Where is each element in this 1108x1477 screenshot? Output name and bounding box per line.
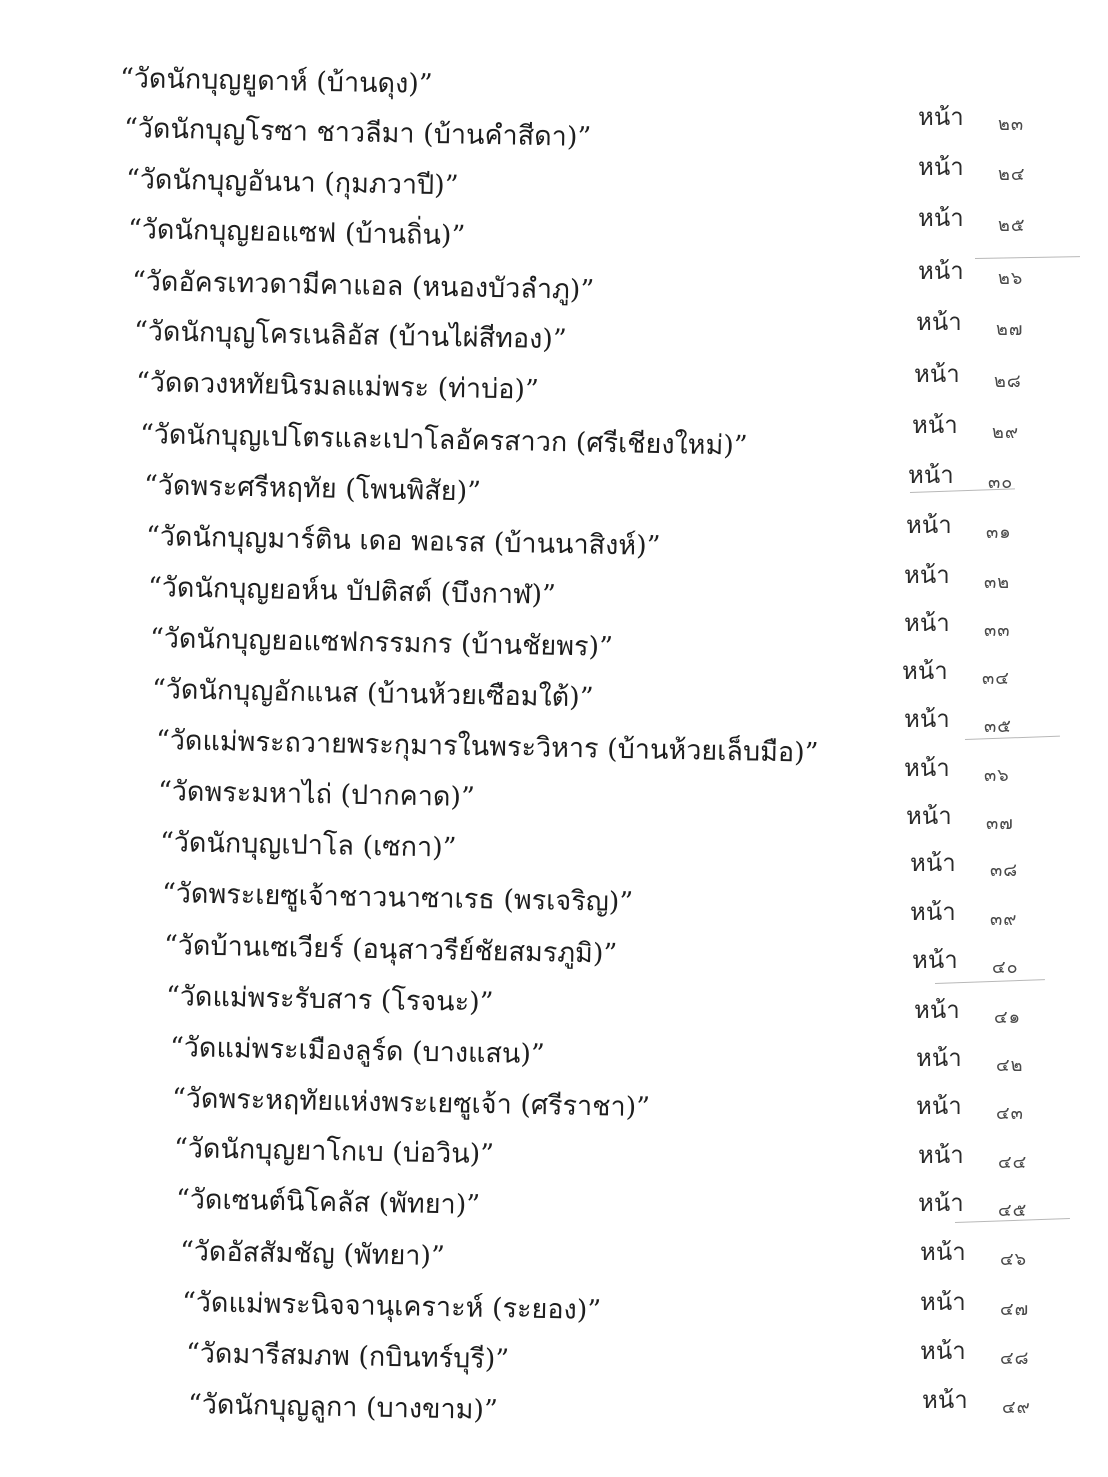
page-label: หน้า [918,204,964,232]
toc-entry-title: “วัดพระมหาไถ่ (ปากคาด)” [157,776,476,814]
page-number: ๒๕ [998,215,1026,236]
toc-entry-title: “วัดแม่พระถวายพระกุมารในพระวิหาร (บ้านห้วยเล็บมือ)” [155,725,819,769]
page-number: ๔๑ [994,1007,1022,1028]
page-number: ๓๓ [984,620,1011,641]
page-label: หน้า [902,657,948,685]
page-label: หน้า [920,1337,966,1365]
toc-entry-title: “วัดนักบุญอักแนส (บ้านห้วยเซือมใต้)” [151,674,594,714]
page-number: ๓๗ [986,813,1014,834]
toc-entry-title: “วัดนักบุญยอแซฟ (บ้านถิ่น)” [127,214,466,252]
page-label: หน้า [922,1386,968,1414]
toc-entry-title: “วัดบ้านเซเวียร์ (อนุสาวรีย์ชัยสมรภูมิ)” [163,930,618,970]
page-number: ๒๘ [994,371,1022,392]
page-label: หน้า [908,461,954,489]
page-label: หน้า [914,360,960,388]
page-number: ๓๔ [982,668,1010,689]
toc-entry-title: “วัดดวงหทัยนิรมลแม่พระ (ท่าบ่อ)” [135,367,540,406]
toc-entry-title: “วัดพระศรีหฤทัย (โพนพิสัย)” [143,470,482,508]
page-label: หน้า [914,996,960,1024]
page-number: ๓๕ [984,716,1012,737]
toc-entry-title: “วัดนักบุญยาโกเบ (บ่อวิน)” [173,1133,495,1171]
page-label: หน้า [916,308,962,336]
page-label: หน้า [904,705,950,733]
page-label: หน้า [920,1288,966,1316]
page-number: ๔๘ [1000,1348,1030,1369]
page-number: ๔๗ [1000,1299,1030,1320]
page-number: ๔๒ [996,1055,1024,1076]
page-number: ๒๓ [998,114,1025,135]
toc-entry-title: “วัดอัสสัมชัญ (พัทยา)” [179,1236,446,1273]
toc-entry-title: “วัดนักบุญเปาโล (เซกา)” [159,827,457,864]
page-number: ๓๐ [988,472,1014,493]
page-number: ๓๒ [984,572,1011,593]
page-number: ๔๖ [1000,1249,1028,1270]
toc-entry-title: “วัดนักบุญอันนา (กุมภวาปี)” [125,164,459,202]
page-number: ๓๘ [990,860,1019,881]
page-label: หน้า [918,1189,964,1217]
toc-entry-title: “วัดนักบุญยอห์น บัปติสต์ (บึงกาฬ)” [147,572,557,611]
toc-entry-title: “วัดนักบุญโครเนลิอัส (บ้านไผ่สีทอง)” [133,316,567,356]
page-label: หน้า [920,1238,966,1266]
page-label: หน้า [916,1092,962,1120]
pen-mark [975,256,1080,259]
toc-entry-title: “วัดแม่พระเมืองลูร์ด (บางแสน)” [169,1032,546,1071]
toc-entry-title: “วัดนักบุญยูดาห์ (บ้านดุง)” [119,63,433,101]
toc-entry-title: “วัดนักบุญลูกา (บางขาม)” [187,1389,499,1426]
pen-mark [935,979,1045,984]
page-label: หน้า [918,103,964,131]
toc-entry-title: “วัดนักบุญเปโตรและเปาโลอัครสาวก (ศรีเชียงใหม่)” [139,419,748,462]
pen-mark [965,736,1060,740]
page-label: หน้า [912,946,958,974]
toc-entry-title: “วัดอัครเทวดามีคาแอล (หนองบัวลำภู)” [131,266,595,306]
toc-entry-title: “วัดพระเยซูเจ้าชาวนาซาเรธ (พรเจริญ)” [161,878,634,919]
toc-entry-title: “วัดแม่พระรับสาร (โรจนะ)” [165,981,494,1019]
page-number: ๒๖ [998,268,1024,289]
page-label: หน้า [906,802,952,830]
page-number: ๒๗ [996,319,1024,340]
page-label: หน้า [904,561,950,589]
page-number: ๓๙ [990,909,1018,930]
toc-entry-title: “วัดนักบุญมาร์ติน เดอ พอเรส (บ้านนาสิงห์)” [145,521,661,562]
toc-entry-title: “วัดนักบุญยอแซฟกรรมกร (บ้านชัยพร)” [149,623,614,663]
page-number: ๓๖ [984,765,1010,786]
toc-entry-title: “วัดมารีสมภพ (กบินทร์บุรี)” [185,1338,510,1376]
page-number: ๔๓ [996,1103,1024,1124]
page-label: หน้า [906,511,952,539]
page-label: หน้า [912,411,958,439]
toc-entry-title: “วัดเซนต์นิโคลัส (พัทยา)” [175,1184,481,1221]
page-number: ๔๙ [1002,1397,1031,1418]
page-label: หน้า [918,257,964,285]
page-number: ๔๐ [992,957,1019,978]
page-label: หน้า [918,153,964,181]
toc-entry-title: “วัดนักบุญโรซา ชาวลีมา (บ้านคำสีดา)” [123,113,592,153]
page-label: หน้า [910,898,956,926]
page-number: ๒๙ [992,422,1020,443]
page-label: หน้า [910,849,956,877]
page-number: ๔๔ [998,1152,1028,1173]
page-number: ๓๑ [986,522,1012,543]
toc-entry-title: “วัดแม่พระนิจจานุเคราะห์ (ระยอง)” [181,1287,602,1327]
page-label: หน้า [918,1141,964,1169]
page-label: หน้า [904,609,950,637]
page-number: ๔๕ [998,1200,1028,1221]
page-number: ๒๔ [998,164,1026,185]
toc-entry-title: “วัดพระหฤทัยแห่งพระเยซูเจ้า (ศรีราชา)” [171,1083,651,1124]
page-label: หน้า [904,754,950,782]
page-label: หน้า [916,1044,962,1072]
